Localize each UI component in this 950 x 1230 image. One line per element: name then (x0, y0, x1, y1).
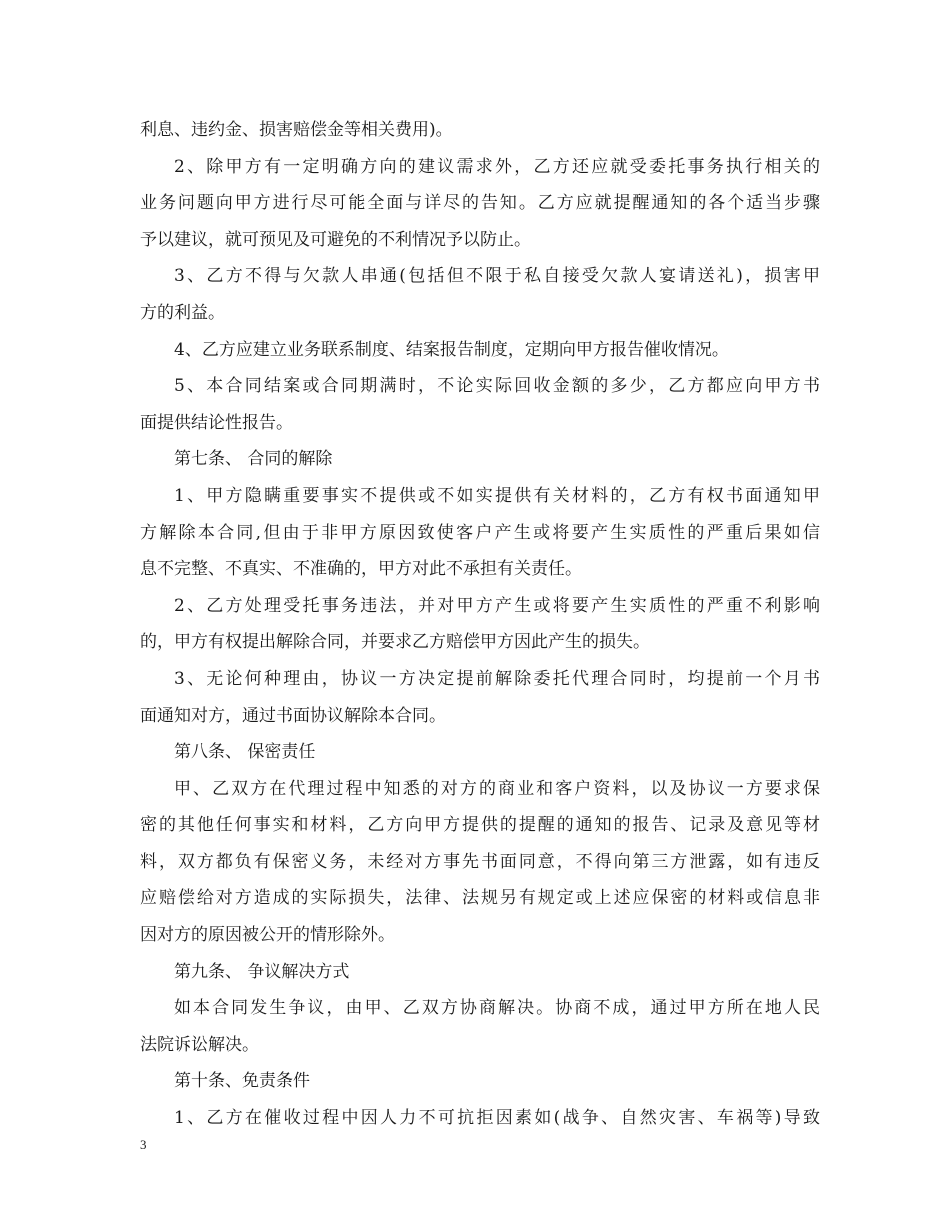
text-line: 料，双方都负有保密义务，未经对方事先书面同意，不得向第三方泄露，如有违反 (140, 851, 820, 872)
text-line: 1、乙方在催收过程中因人力不可抗拒因素如(战争、自然灾害、车祸等)导致 (174, 1108, 820, 1129)
text-line: 3、无论何种理由，协议一方决定提前解除委托代理合同时，均提前一个月书 (174, 668, 820, 689)
text-line: 如本合同发生争议，由甲、乙双方协商解决。协商不成，通过甲方所在地人民 (174, 998, 820, 1019)
text-line: 第八条、 保密责任 (174, 742, 316, 763)
text-line: 方解除本合同,但由于非甲方原因致使客户产生或将要产生实质性的严重后果如信 (140, 522, 820, 543)
text-line: 2、乙方处理受托事务违法，并对甲方产生或将要产生实质性的严重不利影响 (174, 595, 820, 616)
text-line: 法院诉讼解决。 (140, 1034, 259, 1055)
text-line: 的，甲方有权提出解除合同，并要求乙方赔偿甲方因此产生的损失。 (140, 632, 650, 653)
text-line: 予以建议，就可预见及可避免的不利情况予以防止。 (140, 229, 531, 250)
text-line: 5、本合同结案或合同期满时，不论实际回收金额的多少，乙方都应向甲方书 (174, 376, 820, 397)
text-line: 业务问题向甲方进行尽可能全面与详尽的告知。乙方应就提醒通知的各个适当步骤 (140, 193, 820, 214)
text-line: 甲、乙双方在代理过程中知悉的对方的商业和客户资料，以及协议一方要求保 (174, 778, 820, 799)
text-line: 息不完整、不真实、不准确的，甲方对此不承担有关责任。 (140, 559, 582, 580)
text-line: 面通知对方，通过书面协议解除本合同。 (140, 705, 446, 726)
text-line: 第七条、 合同的解除 (174, 449, 333, 470)
text-line: 密的其他任何事实和材料，乙方向甲方提供的提醒的通知的报告、记录及意见等材 (140, 815, 820, 836)
text-line: 方的利益。 (140, 302, 225, 323)
text-line: 2、除甲方有一定明确方向的建议需求外，乙方还应就受委托事务执行相关的 (174, 156, 820, 177)
text-line: 3、乙方不得与欠款人串通(包括但不限于私自接受欠款人宴请送礼)，损害甲 (174, 266, 820, 287)
text-line: 利息、违约金、损害赔偿金等相关费用)。 (140, 120, 453, 140)
page-number: 3 (140, 1137, 147, 1152)
text-line: 1、甲方隐瞒重要事实不提供或不如实提供有关材料的，乙方有权书面通知甲 (174, 485, 820, 506)
text-line: 第十条、免责条件 (174, 1071, 310, 1092)
text-line: 面提供结论性报告。 (140, 412, 293, 433)
text-line: 4、乙方应建立业务联系制度、结案报告制度，定期向甲方报告催收情况。 (174, 339, 729, 360)
text-line: 第九条、 争议解决方式 (174, 961, 350, 982)
document-page (140, 112, 820, 1137)
text-line: 应赔偿给对方造成的实际损失，法律、法规另有规定或上述应保密的材料或信息非 (140, 888, 820, 909)
text-line: 因对方的原因被公开的情形除外。 (140, 925, 395, 946)
